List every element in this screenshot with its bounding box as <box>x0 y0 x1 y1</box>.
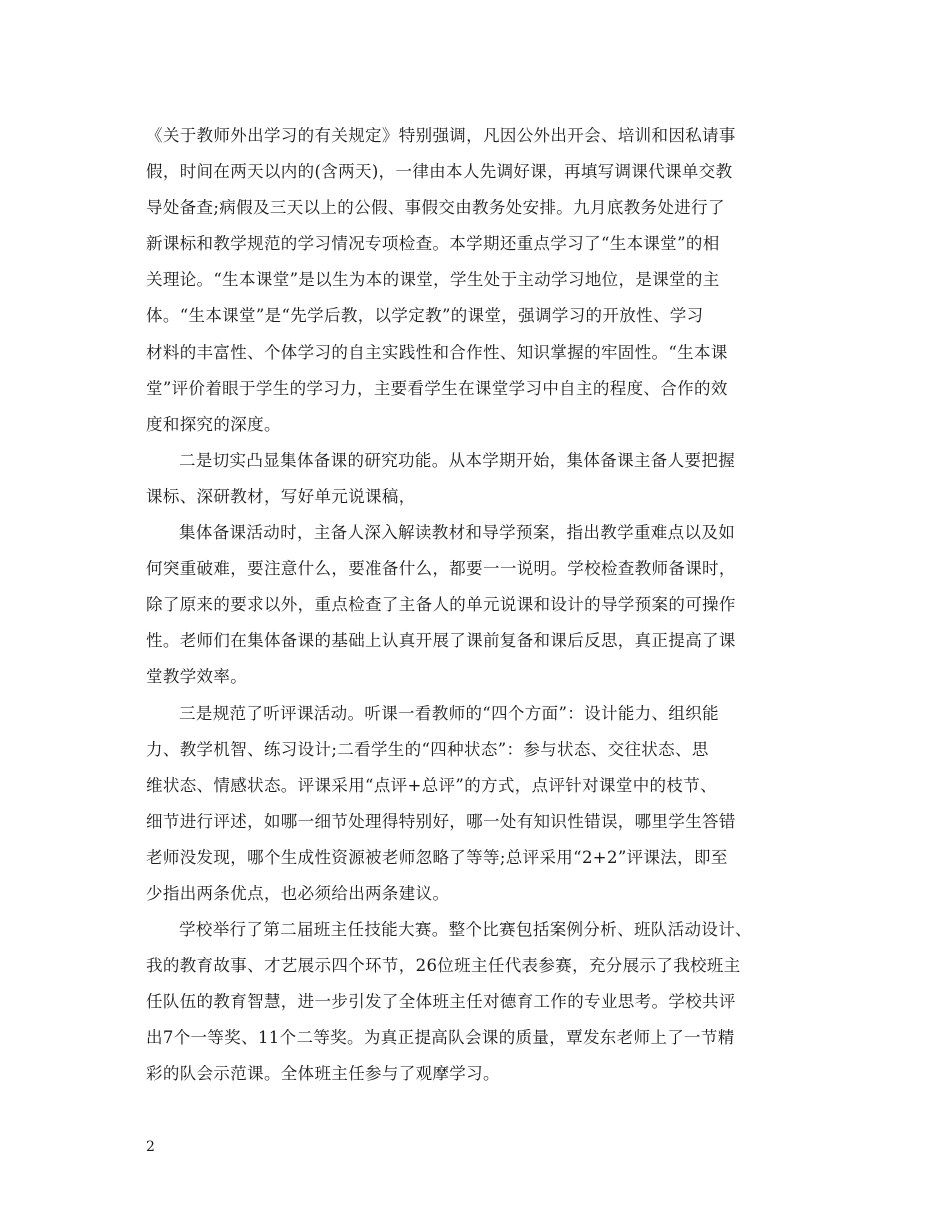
text-line: 少指出两条优点，也必须给出两条建议。 <box>146 883 450 903</box>
page-number: 2 <box>146 1139 155 1155</box>
document-body <box>146 118 816 1093</box>
text-line: 性。老师们在集体备课的基础上认真开展了课前复备和课后反思，真正提高了课 <box>146 631 736 651</box>
text-line: 《关于教师外出学习的有关规定》特别强调，凡因公外出开会、培训和因私请事 <box>146 126 736 145</box>
text-line: 老师没发现，哪个生成性资源被老师忽略了等等;总评采用“2+2”评课法，即至 <box>146 847 728 867</box>
text-line: 力、教学机智、练习设计;二看学生的“四种状态”：参与状态、交往状态、思 <box>146 739 709 759</box>
text-line: 导处备查;病假及三天以上的公假、事假交由教务处安排。九月底教务处进行了 <box>146 198 725 218</box>
text-line: 我的教育故事、才艺展示四个环节，26位班主任代表参赛，充分展示了我校班主 <box>146 956 741 976</box>
text-line: 新课标和教学规范的学习情况专项检查。本学期还重点学习了“生本课堂”的相 <box>146 234 720 254</box>
paragraph-start-line: 学校举行了第二届班主任技能大赛。整个比赛包括案例分析、班队活动设计、 <box>179 920 752 940</box>
text-line: 关理论。“生本课堂”是以生为本的课堂，学生处于主动学习地位，是课堂的主 <box>146 270 720 290</box>
text-line: 维状态、情感状态。评课采用“点评+总评”的方式，点评针对课堂中的枝节、 <box>146 775 717 795</box>
text-line: 堂”评价着眼于学生的学习力，主要看学生在课堂学习中自主的程度、合作的效 <box>146 378 728 398</box>
text-line: 出7个一等奖、11个二等奖。为真正提高队会课的质量，覃发东老师上了一节精 <box>146 1028 735 1048</box>
paragraph-start-line: 二是切实凸显集体备课的研究功能。从本学期开始，集体备课主备人要把握 <box>179 450 736 470</box>
text-line: 材料的丰富性、个体学习的自主实践性和合作性、知识掌握的牢固性。“生本课 <box>146 342 728 362</box>
text-line: 假，时间在两天以内的(含两天)，一律由本人先调好课，再填写调课代课单交教 <box>146 162 733 182</box>
text-line: 除了原来的要求以外，重点检查了主备人的单元说课和设计的导学预案的可操作 <box>146 595 736 615</box>
text-line: 度和探究的深度。 <box>146 414 281 434</box>
text-line: 堂教学效率。 <box>146 667 248 687</box>
text-line: 课标、深研教材，写好单元说课稿， <box>146 486 416 506</box>
paragraph-start-line: 集体备课活动时，主备人深入解读教材和导学预案，指出教学重难点以及如 <box>179 523 736 543</box>
text-line: 体。“生本课堂”是“先学后教，以学定教”的课堂，强调学习的开放性、学习 <box>146 306 704 326</box>
text-line: 细节进行评述，如哪一细节处理得特别好，哪一处有知识性错误，哪里学生答错 <box>146 811 736 831</box>
text-line: 何突重破难，要注意什么，要准备什么，都要一一说明。学校检查教师备课时， <box>146 559 736 579</box>
text-line: 彩的队会示范课。全体班主任参与了观摩学习。 <box>146 1064 500 1084</box>
paragraph-start-line: 三是规范了听评课活动。听课一看教师的“四个方面”：设计能力、组织能 <box>179 703 719 723</box>
text-line: 任队伍的教育智慧，进一步引发了全体班主任对德育工作的专业思考。学校共评 <box>146 992 736 1012</box>
